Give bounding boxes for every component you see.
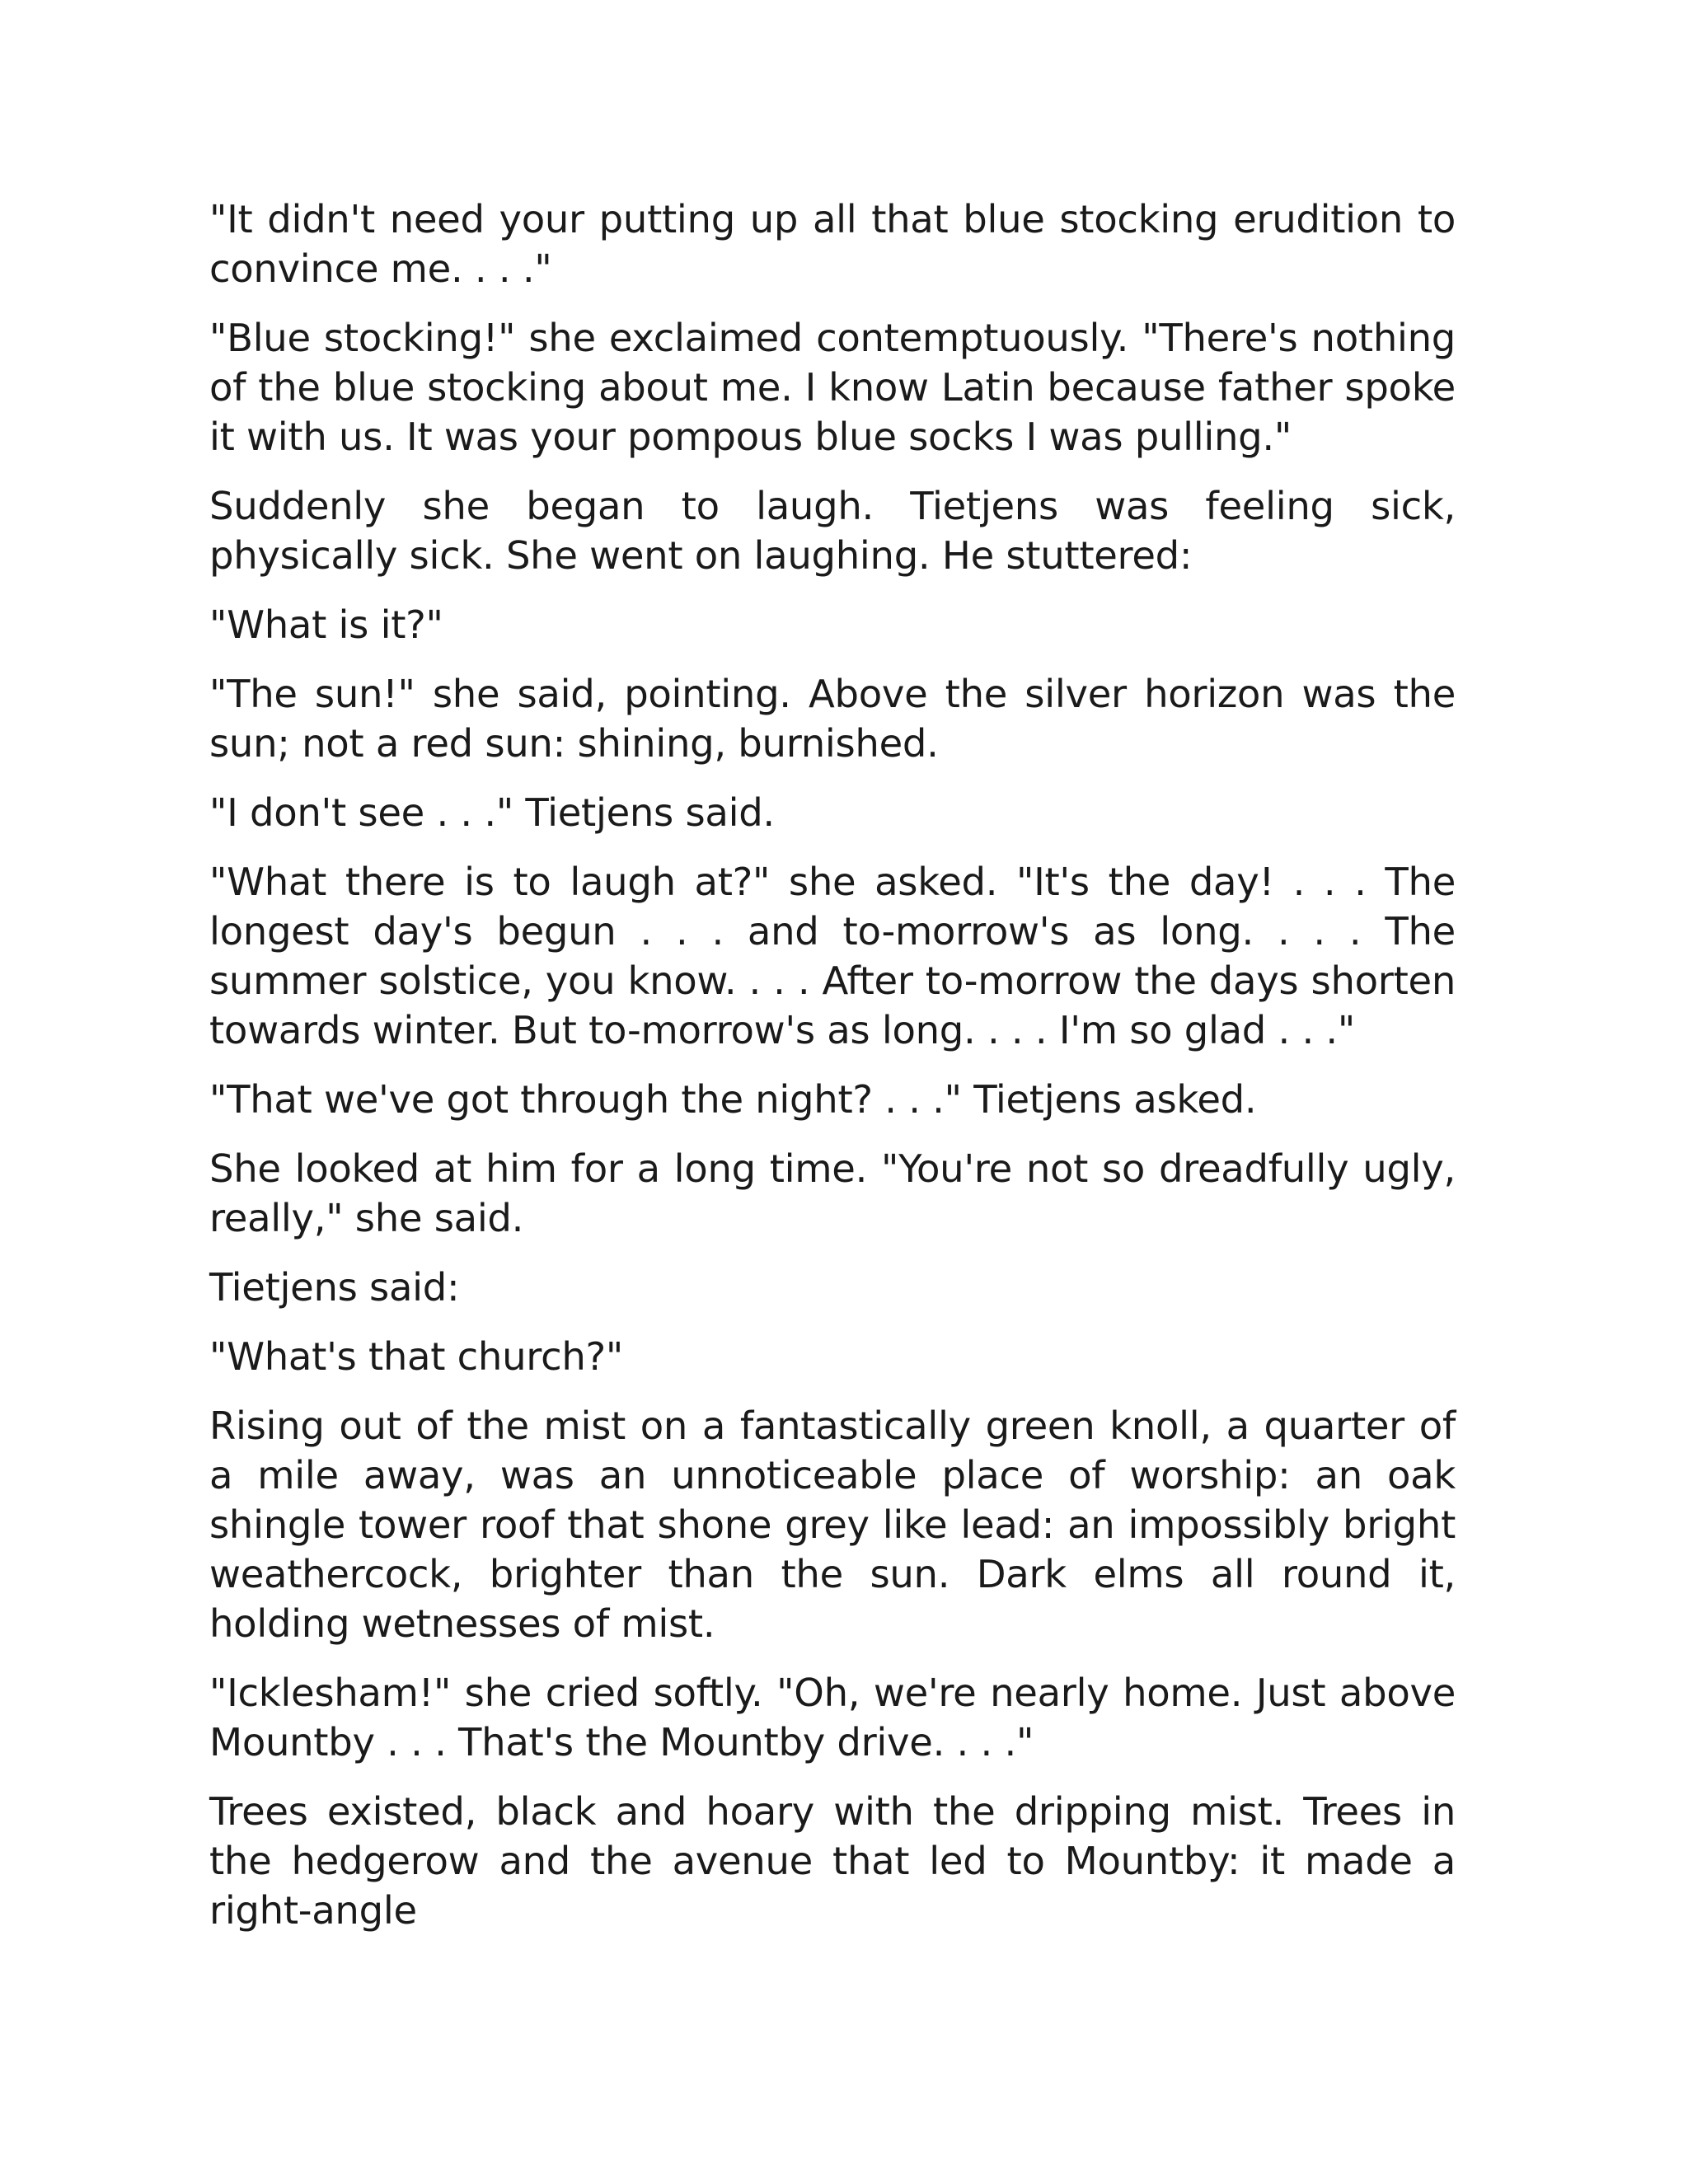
- paragraph-9: She looked at him for a long time. "You're not so dreadfully ugly, really," she said.: [209, 1146, 1456, 1240]
- paragraph-10: Tietjens said:: [209, 1265, 460, 1310]
- paragraph-1: "It didn't need your putting up all that blue stocking erudition to convince me. . . .": [209, 197, 1456, 291]
- paragraph-4: "What is it?": [209, 602, 443, 647]
- paragraph-2: "Blue stocking!" she exclaimed contemptuously. "There's nothing of the blue stocking about me. I know Latin because father spoke it with us. It was your pompous blue socks I was pulling.": [209, 316, 1456, 459]
- paragraph-12: Rising out of the mist on a fantastically green knoll, a quarter of a mile away, was an unnoticeable place of worship: an oak shingle tower roof that shone grey like lead: an impossibly bright weathercock, brighter than the sun. Dark elms all round it, holding wetnesses of mist.: [209, 1404, 1456, 1646]
- paragraph-8: "That we've got through the night? . . ." Tietjens asked.: [209, 1077, 1257, 1122]
- paragraph-6: "I don't see . . ." Tietjens said.: [209, 790, 775, 835]
- paragraph-3: Suddenly she began to laugh. Tietjens was feeling sick, physically sick. She went on laughing. He stuttered:: [209, 484, 1456, 578]
- paragraph-13: "Icklesham!" she cried softly. "Oh, we're nearly home. Just above Mountby . . . That's the Mountby drive. . . .": [209, 1671, 1456, 1765]
- page-body: [209, 194, 1456, 1955]
- paragraph-11: "What's that church?": [209, 1334, 623, 1379]
- paragraph-14: Trees existed, black and hoary with the dripping mist. Trees in the hedgerow and the avenue that led to Mountby: it made a right-angle: [209, 1789, 1456, 1933]
- paragraph-5: "The sun!" she said, pointing. Above the silver horizon was the sun; not a red sun: shining, burnished.: [209, 672, 1456, 766]
- paragraph-7: "What there is to laugh at?" she asked. "It's the day! . . . The longest day's begun . . . and to-morrow's as long. . . . The summer solstice, you know. . . . After to-morrow the days shorten towards winter. But to-morrow's as long. . . . I'm so glad . . .": [209, 860, 1456, 1052]
